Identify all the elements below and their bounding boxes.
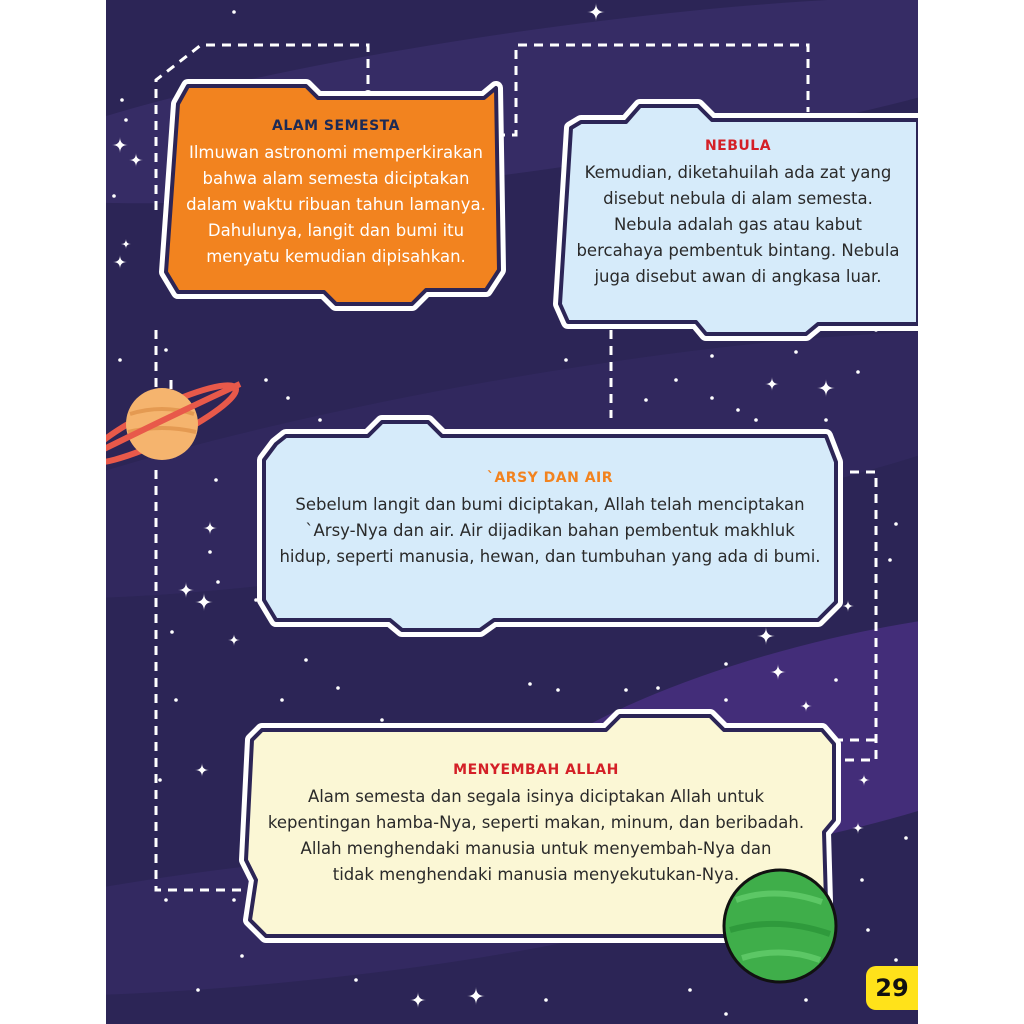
card-line: juga disebut awan di angkasa luar. bbox=[594, 267, 882, 286]
card-nebula bbox=[568, 138, 908, 290]
card-menyembah-allah bbox=[256, 762, 816, 888]
card-line: hidup, seperti manusia, hewan, dan tumbuhan yang ada di bumi. bbox=[279, 547, 821, 566]
card-body bbox=[256, 784, 816, 888]
card-line: tidak menghendaki manusia menyekutukan-Nya. bbox=[332, 865, 740, 884]
card-body bbox=[176, 140, 496, 270]
card-title: `ARSY DAN AIR bbox=[486, 470, 614, 486]
card-body bbox=[266, 492, 834, 570]
card-line: Nebula adalah gas atau kabut bbox=[613, 215, 863, 234]
card-line: kepentingan hamba-Nya, seperti makan, minum, dan beribadah. bbox=[267, 813, 805, 832]
card-title: NEBULA bbox=[704, 138, 772, 154]
card-line: Allah menghendaki manusia untuk menyembah-Nya dan bbox=[300, 839, 772, 858]
card-line: dalam waktu ribuan tahun lamanya. bbox=[186, 195, 486, 214]
card-title: MENYEMBAH ALLAH bbox=[453, 762, 619, 778]
card-line: Ilmuwan astronomi memperkirakan bbox=[188, 143, 483, 162]
card-line: bercahaya pembentuk bintang. Nebula bbox=[576, 241, 900, 260]
card-arsy-dan-air bbox=[266, 470, 834, 570]
card-title: ALAM SEMESTA bbox=[272, 118, 400, 134]
card-body bbox=[568, 160, 908, 290]
card-line: disebut nebula di alam semesta. bbox=[603, 189, 873, 208]
card-line: Dahulunya, langit dan bumi itu bbox=[207, 221, 465, 240]
card-line: menyatu kemudian dipisahkan. bbox=[206, 247, 466, 266]
card-line: `Arsy-Nya dan air. Air dijadikan bahan pembentuk makhluk bbox=[305, 521, 795, 540]
card-line: bahwa alam semesta diciptakan bbox=[202, 169, 470, 188]
ringed-planet-icon bbox=[106, 374, 243, 475]
card-line: Sebelum langit dan bumi diciptakan, Allah telah menciptakan bbox=[295, 495, 805, 514]
page-number: 29 bbox=[866, 966, 918, 1010]
card-alam-semesta bbox=[176, 118, 496, 270]
card-line: Alam semesta dan segala isinya diciptakan Allah untuk bbox=[307, 787, 765, 806]
book-page bbox=[106, 0, 918, 1024]
card-line: Kemudian, diketahuilah ada zat yang bbox=[584, 163, 892, 182]
